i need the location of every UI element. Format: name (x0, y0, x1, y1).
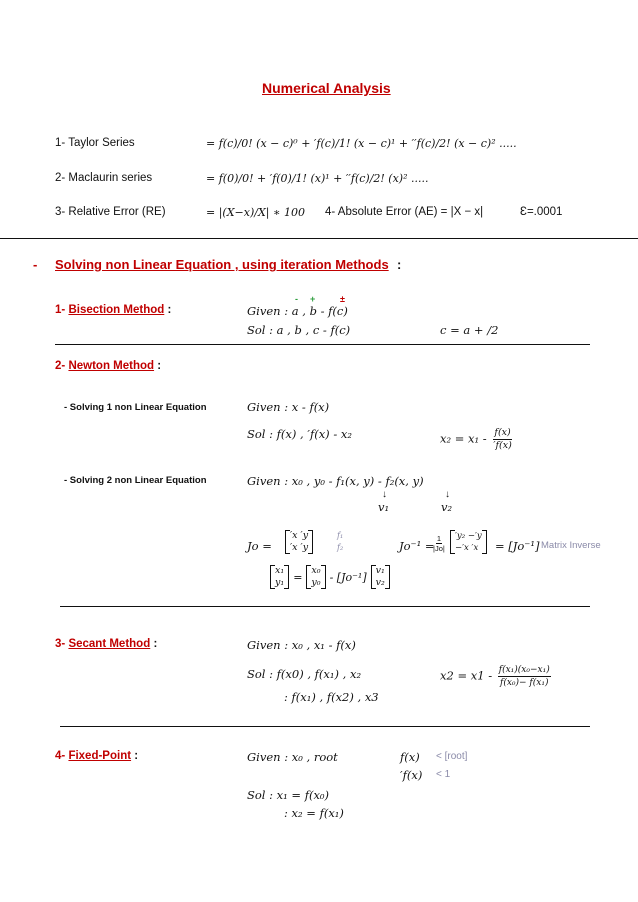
jinv-frac-num: 1 (436, 534, 441, 543)
newton-update (270, 565, 390, 589)
jo-row-1: ′x ′y (290, 530, 309, 541)
f2-label: f₂ (337, 543, 344, 552)
jinv-row-1: ′y₂ −′y (455, 531, 482, 541)
bisection-num: 1- (55, 304, 66, 316)
v1-label: v₁ (378, 500, 390, 514)
relative-error-label: 3- Relative Error (RE) (55, 206, 166, 218)
divider-bisection (55, 344, 590, 345)
sign-plus: + (310, 294, 316, 304)
newton-two-label: - Solving 2 non Linear Equation (64, 475, 207, 486)
divider-top (0, 238, 638, 239)
fixed-cond-1: f(x) (400, 750, 420, 764)
y1-entry: y₁ (275, 577, 285, 588)
newton-one-given: Given : x - f(x) (247, 400, 330, 414)
newton-name: Newton Method (68, 360, 155, 372)
fixed-heading (55, 750, 138, 762)
newton-two-given: Given : x₀ , y₀ - f₁(x, y) - f₂(x, y) (247, 474, 424, 488)
y0-entry: y₀ (311, 577, 321, 588)
secant-formula (440, 664, 553, 689)
maclaurin-formula: = f(0)/0! + ′f(0)/1! (x)¹ + ′′f(c)/2! (x)² ..... (206, 172, 429, 185)
jo-label: Jo = (247, 539, 272, 553)
newton-colon: : (157, 360, 162, 372)
secant-numerator: f(x₁)(x₀−x₁) (498, 665, 550, 675)
secant-num: 3- (55, 638, 66, 650)
fixed-name: Fixed-Point (68, 750, 132, 762)
fixed-num: 4- (55, 750, 66, 762)
secant-given: Given : x₀ , x₁ - f(x) (247, 638, 356, 652)
jinv-frac-den: |Jo| (433, 544, 445, 553)
maclaurin-label: 2- Maclaurin series (55, 172, 153, 184)
secant-colon: : (153, 638, 158, 650)
newton-one-denominator: ′f(x) (493, 440, 512, 451)
sign-minus: - (295, 294, 298, 304)
relative-error-formula: = |(X−x)/X| ∗ 100 (206, 206, 305, 219)
newton-num: 2- (55, 360, 66, 372)
taylor-formula: = f(c)/0! (x − c)⁰ + ′f(c)/1! (x − c)¹ + ′′f(c)/2! (x − c)² ..... (206, 137, 517, 150)
section-heading: Solving non Linear Equation , using iteration Methods (55, 257, 389, 272)
matrix-inverse-note: Matrix Inverse (541, 540, 601, 551)
secant-denominator: f(x₀)− f(x₁) (499, 678, 549, 688)
x1-entry: x₁ (275, 565, 285, 576)
newton-heading (55, 360, 161, 372)
fixed-colon: : (134, 750, 139, 762)
secant-lhs: x2 = x1 - (440, 668, 493, 683)
fixed-cond-2: ′f(x) (400, 768, 423, 782)
secant-heading (55, 638, 157, 650)
fixed-given: Given : x₀ , root (247, 750, 338, 764)
epsilon-value: Ɛ=.0001 (520, 206, 563, 218)
taylor-label: 1- Taylor Series (55, 137, 135, 149)
bisection-given: Given : a , b - f(c) (247, 304, 348, 318)
update-minus-jinv: - [Jo⁻¹] (329, 570, 367, 584)
newton-one-lhs: x₂ = x₁ - (440, 431, 487, 446)
absolute-error-formula: 4- Absolute Error (AE) = |X − x| (325, 206, 484, 218)
bisection-name: Bisection Method (68, 304, 165, 316)
jo-matrix (285, 530, 313, 554)
bisection-heading (55, 304, 171, 316)
newton-one-sol: Sol : f(x) , ′f(x) - x₂ (247, 427, 352, 441)
section-dash: - (33, 257, 38, 272)
jo-row-2: ′x ′y (290, 542, 309, 553)
fixed-cond-2-note: < 1 (436, 769, 451, 780)
newton-one-label: - Solving 1 non Linear Equation (64, 402, 207, 413)
v1-entry: v₁ (375, 565, 385, 576)
secant-sol-1: Sol : f(x0) , f(x₁) , x₂ (247, 667, 362, 681)
page-title: Numerical Analysis (262, 80, 391, 96)
jinv-matrix (450, 530, 487, 554)
newton-one-numerator: f(x) (494, 427, 511, 438)
section-colon: : (397, 257, 402, 272)
fixed-sol-1: Sol : x₁ = f(x₀) (247, 788, 330, 802)
jinv-row-2: −′x ′x (455, 543, 479, 553)
newton-one-formula (440, 427, 515, 452)
jinv-rhs: = [Jo⁻¹] (495, 539, 540, 553)
x0-entry: x₀ (311, 565, 321, 576)
arrow-v2-icon: ↓ (445, 489, 450, 500)
update-equals: = (293, 570, 303, 584)
divider-newton (60, 606, 590, 607)
v2-entry: v₂ (375, 577, 385, 588)
f-labels (337, 530, 343, 554)
divider-secant (60, 726, 590, 727)
bisection-colon: : (167, 304, 172, 316)
fixed-sol-2: : x₂ = f(x₁) (284, 806, 344, 820)
sign-plusminus: ± (340, 294, 345, 304)
fixed-cond-1-note: < [root] (436, 751, 468, 762)
secant-sol-2: : f(x₁) , f(x2) , x3 (284, 690, 379, 704)
jinv-label: Jo⁻¹ = (399, 539, 435, 553)
v2-label: v₂ (441, 500, 453, 514)
f1-label: f₁ (337, 531, 344, 540)
bisection-sol: Sol : a , b , c - f(c) (247, 323, 351, 337)
arrow-v1-icon: ↓ (382, 489, 387, 500)
bisection-formula: c = a + /2 (440, 323, 499, 337)
secant-name: Secant Method (68, 638, 151, 650)
